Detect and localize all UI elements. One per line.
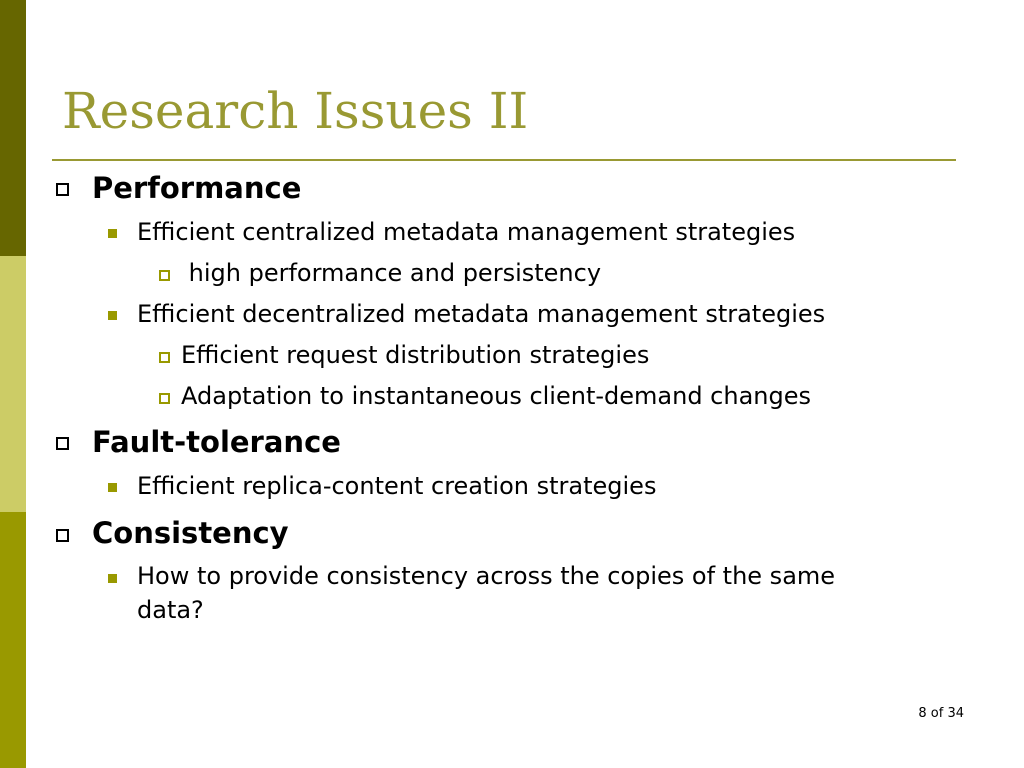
list-item: Efficient decentralized metadata management strategies	[137, 300, 826, 328]
list-item: How to provide consistency across the copies of the same	[137, 562, 836, 590]
sub-list-item: Adaptation to instantaneous client-demand changes	[181, 382, 812, 410]
section-heading-consistency: Consistency	[92, 516, 289, 550]
square-bullet-icon	[108, 483, 117, 492]
hollow-square-bullet-icon	[159, 270, 170, 281]
section-heading-performance: Performance	[92, 171, 302, 205]
sub-list-item: Efficient request distribution strategies	[181, 341, 650, 369]
page-number: 8 of 34	[918, 706, 964, 721]
list-item: Efficient replica-content creation strategies	[137, 472, 657, 500]
hollow-square-bullet-icon	[159, 352, 170, 363]
square-bullet-icon	[108, 574, 117, 583]
hollow-square-bullet-icon	[56, 437, 69, 450]
hollow-square-bullet-icon	[56, 183, 69, 196]
list-item-continuation: data?	[137, 596, 204, 624]
section-heading-fault-tolerance: Fault-tolerance	[92, 425, 341, 459]
hollow-square-bullet-icon	[56, 529, 69, 542]
square-bullet-icon	[108, 229, 117, 238]
sub-list-item: high performance and persistency	[181, 259, 602, 287]
list-item: Efficient centralized metadata management strategies	[137, 218, 796, 246]
hollow-square-bullet-icon	[159, 393, 170, 404]
square-bullet-icon	[108, 311, 117, 320]
slide-title: Research Issues II	[62, 82, 529, 140]
